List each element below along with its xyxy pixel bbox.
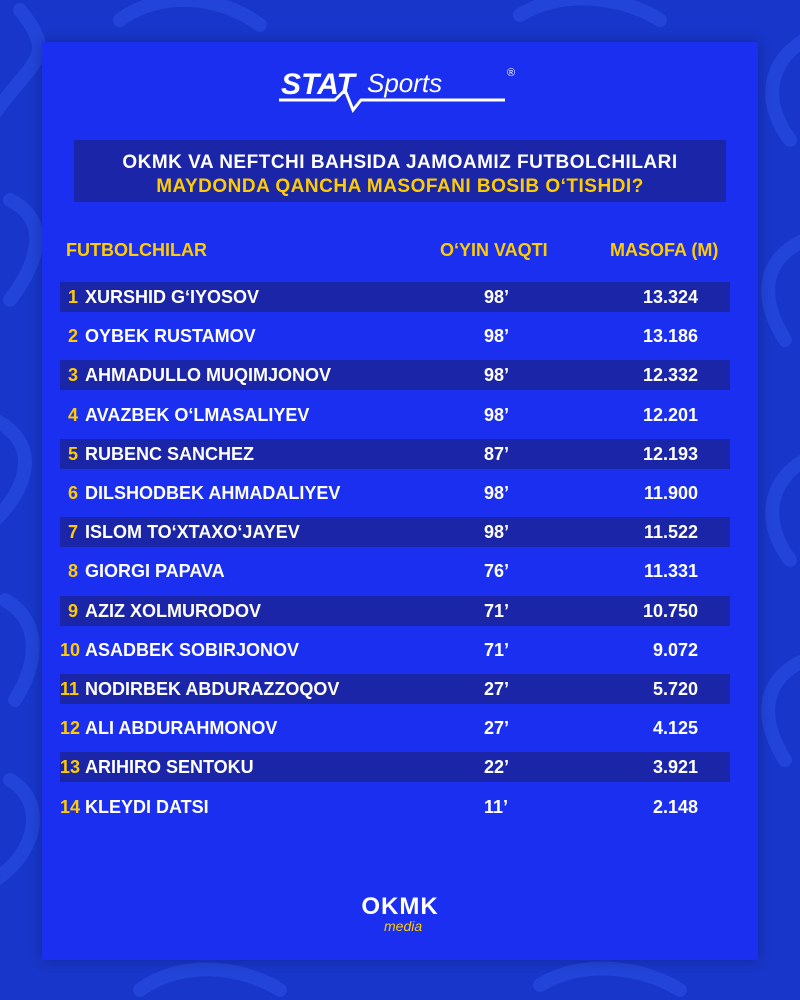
row-rank: 12 — [60, 718, 81, 739]
title-line-2: MAYDONDA QANCHA MASOFANI BOSIB O‘TISHDI? — [156, 176, 644, 197]
row-rank: 10 — [60, 639, 81, 660]
player-name: OYBEK RUSTAMOV — [85, 326, 256, 347]
table-row — [60, 674, 730, 704]
player-name: AHMADULLO MUQIMJONOV — [85, 365, 331, 386]
row-rank: 4 — [67, 404, 78, 425]
row-rank: 13 — [60, 757, 81, 778]
table-row — [60, 556, 730, 586]
header-time: O‘YIN VAQTI — [440, 240, 548, 260]
media-logo-text: media — [384, 918, 423, 934]
distance-value: 12.332 — [642, 365, 698, 386]
player-name: RUBENC SANCHEZ — [85, 443, 255, 464]
distance-value: 13.324 — [642, 287, 698, 307]
header-distance: MASOFA (M) — [610, 240, 719, 260]
distance-value: 11.331 — [643, 561, 698, 582]
table-row — [60, 752, 730, 782]
distance-value: 11.522 — [643, 522, 698, 543]
distance-value: 12.201 — [642, 404, 698, 425]
player-name: GIORGI PAPAVA — [85, 561, 225, 582]
play-time: 98’ — [484, 365, 510, 386]
row-rank: 11 — [60, 679, 80, 699]
play-time: 98’ — [484, 483, 510, 503]
player-name: KLEYDI DATSI — [85, 796, 209, 817]
play-time: 76’ — [484, 561, 510, 582]
logo-sports-text: Sports — [367, 68, 443, 98]
row-rank: 9 — [67, 600, 78, 621]
play-time: 98’ — [484, 404, 510, 425]
play-time: 71’ — [484, 600, 510, 621]
distance-value: 11.900 — [643, 483, 698, 503]
row-rank: 6 — [67, 483, 78, 503]
table-row — [60, 478, 730, 508]
row-rank: 14 — [60, 796, 81, 817]
play-time: 87’ — [484, 443, 510, 464]
player-name: AZIZ XOLMURODOV — [85, 600, 261, 621]
distance-value: 13.186 — [642, 326, 698, 347]
play-time: 27’ — [484, 679, 510, 699]
table-row — [60, 360, 730, 390]
logo-stat-text: STAT — [281, 68, 355, 101]
player-name: ARIHIRO SENTOKU — [85, 757, 254, 778]
table-row — [60, 400, 730, 430]
play-time: 22’ — [484, 757, 510, 778]
okmk-logo-text: OKMK — [361, 893, 439, 920]
play-time: 11’ — [484, 796, 509, 817]
table-row — [60, 321, 730, 351]
row-rank: 2 — [67, 326, 78, 347]
player-name: NODIRBEK ABDURAZZOQOV — [85, 679, 340, 699]
table-row — [60, 282, 730, 312]
distance-value: 10.750 — [642, 600, 698, 621]
title-line-1: OKMK VA NEFTCHI BAHSIDA JAMOAMIZ FUTBOLCHILARI — [122, 152, 678, 173]
header-players: FUTBOLCHILAR — [66, 240, 207, 260]
distance-value: 12.193 — [642, 443, 698, 464]
registered-mark: ® — [507, 67, 516, 79]
statsports-logo — [0, 62, 800, 116]
distance-value: 3.921 — [652, 757, 698, 778]
play-time: 71’ — [484, 639, 510, 660]
row-rank: 3 — [67, 365, 78, 386]
play-time: 98’ — [484, 522, 510, 543]
row-rank: 5 — [67, 443, 78, 464]
player-name: DILSHODBEK AHMADALIYEV — [85, 483, 341, 503]
title-box — [74, 140, 726, 202]
table-row — [60, 792, 730, 822]
table-row — [60, 517, 730, 547]
table-row — [60, 713, 730, 743]
player-name: XURSHID G‘IYOSOV — [85, 287, 260, 307]
row-rank: 7 — [67, 522, 78, 543]
row-rank: 8 — [67, 561, 78, 582]
row-rank: 1 — [67, 287, 78, 307]
distance-value: 5.720 — [652, 679, 698, 699]
player-name: ASADBEK SOBIRJONOV — [85, 639, 300, 660]
distance-value: 9.072 — [652, 639, 698, 660]
player-name: AVAZBEK O‘LMASALIYEV — [85, 404, 310, 425]
table-row — [60, 439, 730, 469]
table-row — [60, 635, 730, 665]
play-time: 98’ — [484, 287, 510, 307]
player-name: ISLOM TO‘XTAXO‘JAYEV — [85, 522, 300, 543]
play-time: 98’ — [484, 326, 510, 347]
distance-value: 2.148 — [652, 796, 698, 817]
distance-value: 4.125 — [652, 718, 698, 739]
okmk-media-logo — [0, 893, 800, 921]
player-name: ALI ABDURAHMONOV — [85, 718, 278, 739]
play-time: 27’ — [484, 718, 510, 739]
table-row — [60, 596, 730, 626]
